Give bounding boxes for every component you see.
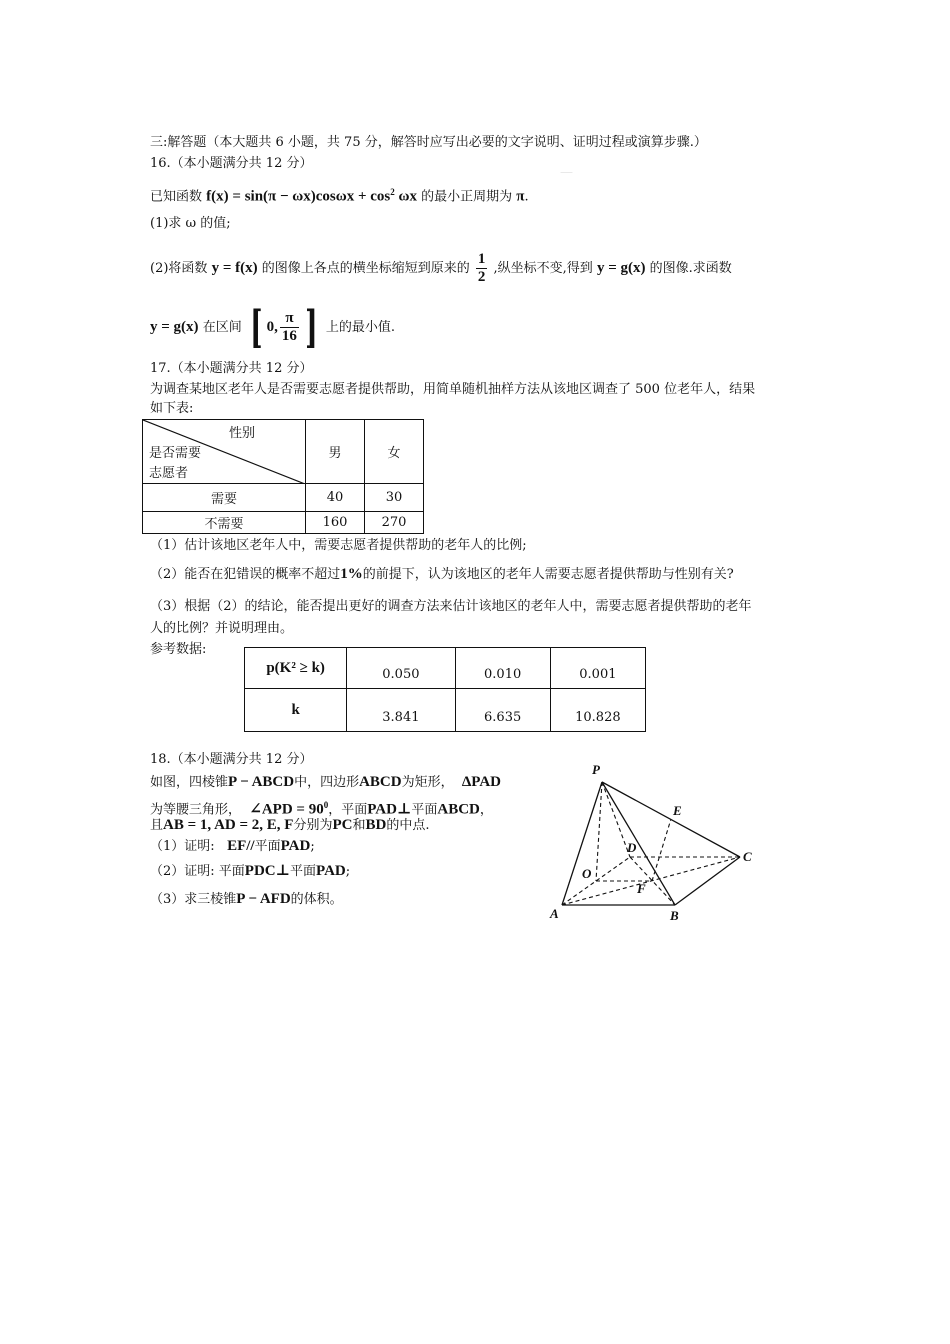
q18-line1-mid2: 为矩形，	[401, 775, 454, 790]
q18-part3-pre: （3）求三棱锥	[150, 892, 237, 907]
q18-part2-pre: （2）证明: 平面	[150, 864, 245, 879]
q18-part3	[150, 890, 343, 909]
corner-left-label1: 是否需要	[149, 446, 202, 461]
q18-part1-pre: （1）证明:	[150, 839, 215, 854]
q16-stem-sup: 2	[390, 187, 395, 197]
q18-line3-pc: PC	[332, 817, 353, 833]
q18-line1-pabcd: P − ABCD	[228, 774, 295, 790]
q18-line2-abcd: ABCD	[437, 801, 480, 818]
q18-line2-end: ，	[479, 802, 493, 818]
vertex-label-O: O	[582, 866, 592, 881]
q18-line1-abcd: ABCD	[359, 774, 402, 790]
q16-part2-end: 的图像.求函数	[649, 261, 732, 276]
q16-part2	[150, 248, 732, 289]
q18-part3-end: 的体积。	[290, 892, 343, 907]
ref-head-prob: p(K² ≥ k)	[245, 648, 347, 689]
q18-line2-mid: ，平面	[328, 802, 368, 818]
vertex-label-F: F	[637, 881, 646, 896]
survey-table	[142, 419, 424, 534]
q17-number: 17.（本小题满分共 12 分）	[150, 361, 313, 376]
q16-part2-f: y = f(x)	[211, 260, 258, 276]
q18-line1-pre: 如图，四棱锥	[150, 775, 229, 790]
q18-number: 18.（本小题满分共 12 分）	[150, 752, 313, 767]
q17-part2-pre: （2）能否在犯错误的概率不超过	[150, 567, 341, 582]
q16-part2b-mid: 在区间	[202, 320, 242, 335]
q18-line2-angle: ∠APD = 90	[249, 801, 324, 818]
q18-part1-end: ;	[310, 839, 315, 854]
vertex-label-D: D	[627, 840, 637, 855]
table-corner-cell	[143, 420, 306, 484]
q18-line1-mid: 中，四边形	[294, 775, 360, 790]
q18-part1-par: //	[246, 838, 255, 854]
q18-part1-pad: PAD	[280, 838, 311, 854]
q18-line2-perp: ⊥	[396, 801, 412, 818]
vertex-label-P: P	[592, 762, 600, 777]
q18-line2-mid2: 平面	[411, 802, 438, 818]
q16-stem-pi: π	[516, 188, 525, 205]
ref-cell: 0.001	[550, 648, 645, 689]
q18-part1	[150, 837, 315, 856]
ref-head-k: k	[245, 689, 347, 732]
q18-part2-pdc: PDC	[244, 863, 276, 879]
q16-part2b-g: y = g(x)	[150, 319, 199, 335]
q18-line2-deg: 0	[323, 800, 329, 810]
vertex-label-B: B	[670, 908, 679, 923]
corner-top-label: 性别	[229, 426, 256, 441]
table-row	[143, 512, 424, 534]
vertex-label-C: C	[743, 849, 752, 864]
q17-part3-line1: （3）根据（2）的结论，能否提出更好的调查方法来估计该地区的老年人中，需要志愿者提供帮助的老年	[150, 599, 752, 614]
vertex-label-E: E	[673, 803, 682, 818]
col-header-male: 男	[306, 420, 365, 484]
q18-line3-bd: BD	[365, 817, 387, 833]
q18-line3-mid: 分别为	[293, 818, 333, 833]
row-label: 需要	[143, 484, 306, 512]
q17-stem-line1: 为调查某地区老年人是否需要志愿者提供帮助，用简单随机抽样方法从该地区调查了 500 位老年人，结果	[150, 382, 756, 397]
q16-frac-num: 1	[477, 251, 486, 267]
q16-stem	[150, 183, 529, 206]
q16-stem-pre: 已知函数	[150, 189, 203, 205]
bleed-through-text: —	[560, 165, 573, 180]
q18-line1	[150, 773, 501, 792]
q17-part2	[150, 565, 734, 584]
q18-line3-end: 的中点.	[386, 818, 430, 833]
vertex-label-A: A	[550, 906, 559, 921]
q18-part2-end: ;	[345, 864, 351, 879]
row-label: 不需要	[143, 512, 306, 534]
q16-fraction-half	[476, 251, 488, 286]
interval-right-bracket: ]	[305, 301, 318, 353]
q16-frac2-den: 16	[281, 328, 297, 344]
q16-frac2-num: π	[280, 310, 299, 328]
q18-part2-pad: PAD	[316, 863, 346, 879]
edge-BC	[675, 857, 740, 905]
q17-part1: （1）估计该地区老年人中，需要志愿者提供帮助的老年人的比例;	[150, 538, 527, 553]
pyramid-figure	[540, 760, 770, 925]
ref-cell: 3.841	[347, 689, 455, 732]
q18-part1-ef: EF	[227, 838, 247, 854]
q16-fraction-pi16	[280, 310, 299, 345]
q16-frac-den: 2	[477, 269, 486, 285]
q16-part2-mid2: ,纵坐标不变,得到	[493, 261, 593, 276]
q18-part3-pafd: P − AFD	[236, 891, 291, 907]
interval-zero: 0,	[266, 319, 278, 335]
q16-part2-mid: 的图像上各点的横坐标缩短到原来的	[261, 261, 470, 276]
section-heading: 三:解答题（本大题共 6 小题，共 75 分，解答时应写出必要的文字说明、证明过程或演算步骤.）	[150, 135, 707, 150]
segment-EF	[652, 819, 671, 881]
cell-male: 40	[306, 484, 365, 512]
q16-number: 16.（本小题满分共 12 分）	[150, 156, 313, 171]
q18-part2-mid: 平面	[290, 864, 317, 879]
col-header-female: 女	[365, 420, 424, 484]
edge-PD	[602, 782, 630, 857]
ref-cell: 0.050	[347, 648, 455, 689]
reference-table	[244, 647, 646, 732]
q18-line3	[150, 816, 429, 835]
q16-part2b	[150, 301, 396, 353]
edge-PA	[562, 782, 602, 905]
cell-female: 30	[365, 484, 424, 512]
q18-line3-vals: AB = 1, AD = 2, E, F	[163, 817, 294, 833]
cell-female: 270	[365, 512, 424, 534]
ref-cell: 0.010	[455, 648, 550, 689]
ref-cell: 10.828	[550, 689, 645, 732]
q17-part2-post: 的前提下，认为该地区的老年人需要志愿者提供帮助与性别有关?	[362, 567, 734, 582]
ref-cell: 6.635	[455, 689, 550, 732]
q18-line3-and: 和	[352, 818, 366, 833]
q17-part2-pct: 1%	[340, 566, 363, 582]
corner-left-label2: 志愿者	[149, 466, 189, 481]
q16-part2-g: y = g(x)	[596, 260, 646, 276]
table-row	[143, 484, 424, 512]
q16-stem-formula2: ωx	[394, 188, 417, 205]
q16-stem-formula: f(x) = sin(π − ωx)cosωx + cos	[206, 188, 391, 205]
q18-line3-pre: 且	[150, 818, 164, 833]
q17-stem-line2: 如下表:	[150, 401, 194, 416]
q16-part1: (1)求 ω 的值;	[150, 216, 231, 231]
q18-line1-pad: ΔPAD	[461, 774, 502, 790]
q16-stem-post: 的最小正周期为	[421, 189, 513, 205]
q18-part1-mid: 平面	[254, 839, 281, 854]
q18-line2-pre: 为等腰三角形，	[150, 802, 242, 818]
q18-line2-pad: PAD	[367, 801, 397, 818]
q17-part3-line2: 人的比例？并说明理由。	[150, 621, 294, 636]
q17-ref-label: 参考数据:	[150, 642, 207, 657]
q16-stem-end: .	[524, 189, 529, 205]
q18-part2	[150, 862, 350, 881]
cell-male: 160	[306, 512, 365, 534]
q16-part2b-end: 上的最小值.	[325, 320, 396, 335]
q16-part2-pre: (2)将函数	[150, 261, 208, 276]
q18-part2-perp: ⊥	[275, 863, 291, 879]
interval-left-bracket: [	[250, 301, 263, 353]
